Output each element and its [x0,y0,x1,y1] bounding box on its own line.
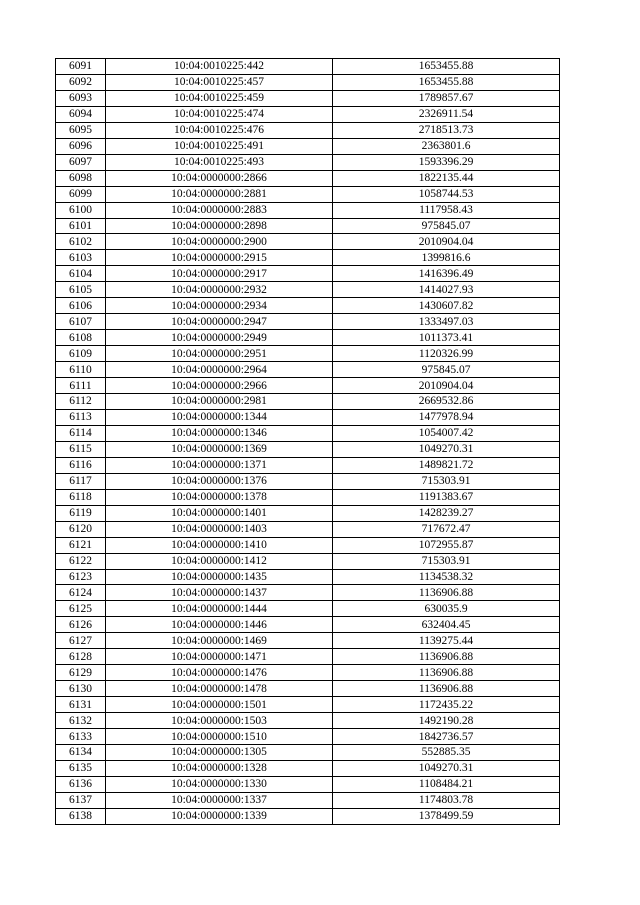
cadastral-number-cell: 10:04:0000000:1412 [106,553,333,569]
cadastral-number-cell: 10:04:0000000:2934 [106,298,333,314]
row-number-cell: 6128 [56,649,106,665]
cadastral-number-cell: 10:04:0010225:474 [106,106,333,122]
table-row [56,314,560,330]
cadastral-number-cell: 10:04:0000000:1401 [106,505,333,521]
table-row [56,74,560,90]
cadastral-number-cell: 10:04:0000000:1503 [106,713,333,729]
row-number-cell: 6138 [56,808,106,824]
table-row [56,186,560,202]
cadastral-number-cell: 10:04:0000000:1346 [106,425,333,441]
row-number-cell: 6126 [56,617,106,633]
row-number-cell: 6092 [56,74,106,90]
value-cell: 1653455.88 [333,74,560,90]
value-cell: 632404.45 [333,617,560,633]
cadastral-number-cell: 10:04:0000000:1501 [106,697,333,713]
value-cell: 1399816.6 [333,250,560,266]
row-number-cell: 6116 [56,457,106,473]
cadastral-number-cell: 10:04:0000000:2915 [106,250,333,266]
row-number-cell: 6132 [56,713,106,729]
row-number-cell: 6118 [56,489,106,505]
row-number-cell: 6094 [56,106,106,122]
table-row [56,744,560,760]
row-number-cell: 6127 [56,633,106,649]
row-number-cell: 6096 [56,138,106,154]
value-cell: 1822135.44 [333,170,560,186]
value-cell: 1136906.88 [333,681,560,697]
cadastral-number-cell: 10:04:0000000:1378 [106,489,333,505]
table-row [56,776,560,792]
value-cell: 2363801.6 [333,138,560,154]
row-number-cell: 6135 [56,760,106,776]
table-row [56,489,560,505]
cadastral-number-cell: 10:04:0010225:476 [106,122,333,138]
value-cell: 2010904.04 [333,378,560,394]
cadastral-number-cell: 10:04:0000000:1305 [106,744,333,760]
row-number-cell: 6106 [56,298,106,314]
value-cell: 1136906.88 [333,665,560,681]
table-row [56,266,560,282]
table-row [56,298,560,314]
table-row [56,457,560,473]
value-cell: 717672.47 [333,521,560,537]
cadastral-number-cell: 10:04:0000000:1337 [106,792,333,808]
table-row [56,425,560,441]
value-cell: 1414027.93 [333,282,560,298]
value-cell: 1058744.53 [333,186,560,202]
value-cell: 1789857.67 [333,90,560,106]
table-row [56,250,560,266]
row-number-cell: 6111 [56,378,106,394]
row-number-cell: 6117 [56,473,106,489]
cadastral-number-cell: 10:04:0010225:457 [106,74,333,90]
row-number-cell: 6101 [56,218,106,234]
row-number-cell: 6119 [56,505,106,521]
value-cell: 1174803.78 [333,792,560,808]
cadastral-number-cell: 10:04:0000000:2951 [106,346,333,362]
cadastral-number-cell: 10:04:0000000:1476 [106,665,333,681]
table-row [56,234,560,250]
table-row [56,441,560,457]
value-cell: 2010904.04 [333,234,560,250]
row-number-cell: 6095 [56,122,106,138]
row-number-cell: 6114 [56,425,106,441]
row-number-cell: 6093 [56,90,106,106]
cadastral-number-cell: 10:04:0000000:1435 [106,569,333,585]
value-cell: 1011373.41 [333,330,560,346]
cadastral-number-cell: 10:04:0000000:1328 [106,760,333,776]
value-cell: 2718513.73 [333,122,560,138]
table-row [56,601,560,617]
row-number-cell: 6099 [56,186,106,202]
table-row [56,729,560,745]
value-cell: 630035.9 [333,601,560,617]
row-number-cell: 6104 [56,266,106,282]
table-row [56,378,560,394]
value-cell: 1120326.99 [333,346,560,362]
table-row [56,569,560,585]
cadastral-number-cell: 10:04:0010225:459 [106,90,333,106]
value-cell: 1378499.59 [333,808,560,824]
table-row [56,394,560,410]
cadastral-number-cell: 10:04:0010225:442 [106,59,333,75]
table-row [56,282,560,298]
table-row [56,409,560,425]
cadastral-number-cell: 10:04:0000000:1376 [106,473,333,489]
value-cell: 975845.07 [333,218,560,234]
row-number-cell: 6115 [56,441,106,457]
cadastral-number-cell: 10:04:0000000:2898 [106,218,333,234]
value-cell: 1134538.32 [333,569,560,585]
table-row [56,170,560,186]
row-number-cell: 6108 [56,330,106,346]
row-number-cell: 6121 [56,537,106,553]
value-cell: 1593396.29 [333,154,560,170]
table-row [56,697,560,713]
cadastral-number-cell: 10:04:0000000:1444 [106,601,333,617]
table-row [56,585,560,601]
cadastral-number-cell: 10:04:0000000:1403 [106,521,333,537]
cadastral-number-cell: 10:04:0000000:2900 [106,234,333,250]
row-number-cell: 6112 [56,394,106,410]
table-row [56,553,560,569]
table-row [56,346,560,362]
table-row [56,713,560,729]
cadastral-number-cell: 10:04:0000000:1369 [106,441,333,457]
row-number-cell: 6125 [56,601,106,617]
cadastral-number-cell: 10:04:0000000:2866 [106,170,333,186]
table-row [56,202,560,218]
row-number-cell: 6122 [56,553,106,569]
table-row [56,649,560,665]
row-number-cell: 6129 [56,665,106,681]
row-number-cell: 6134 [56,744,106,760]
row-number-cell: 6136 [56,776,106,792]
table-row [56,792,560,808]
cadastral-number-cell: 10:04:0000000:1446 [106,617,333,633]
row-number-cell: 6107 [56,314,106,330]
row-number-cell: 6113 [56,409,106,425]
cadastral-number-cell: 10:04:0000000:1478 [106,681,333,697]
table-row [56,218,560,234]
cadastral-number-cell: 10:04:0000000:2932 [106,282,333,298]
table-row [56,681,560,697]
value-cell: 1430607.82 [333,298,560,314]
cadastral-number-cell: 10:04:0000000:2947 [106,314,333,330]
value-cell: 1072955.87 [333,537,560,553]
row-number-cell: 6102 [56,234,106,250]
row-number-cell: 6137 [56,792,106,808]
row-number-cell: 6133 [56,729,106,745]
cadastral-number-cell: 10:04:0000000:1469 [106,633,333,649]
table-row [56,505,560,521]
value-cell: 1049270.31 [333,760,560,776]
value-cell: 975845.07 [333,362,560,378]
cadastral-number-cell: 10:04:0000000:1510 [106,729,333,745]
data-table [55,58,560,825]
cadastral-number-cell: 10:04:0000000:2883 [106,202,333,218]
cadastral-number-cell: 10:04:0000000:2981 [106,394,333,410]
row-number-cell: 6130 [56,681,106,697]
value-cell: 1191383.67 [333,489,560,505]
row-number-cell: 6120 [56,521,106,537]
cadastral-number-cell: 10:04:0000000:2917 [106,266,333,282]
row-number-cell: 6105 [56,282,106,298]
value-cell: 1117958.43 [333,202,560,218]
table-row [56,633,560,649]
value-cell: 1416396.49 [333,266,560,282]
value-cell: 1489821.72 [333,457,560,473]
cadastral-number-cell: 10:04:0000000:1330 [106,776,333,792]
cadastral-number-cell: 10:04:0000000:1371 [106,457,333,473]
value-cell: 552885.35 [333,744,560,760]
value-cell: 715303.91 [333,553,560,569]
value-cell: 1136906.88 [333,649,560,665]
value-cell: 1333497.03 [333,314,560,330]
value-cell: 1136906.88 [333,585,560,601]
table-row [56,122,560,138]
row-number-cell: 6097 [56,154,106,170]
value-cell: 1477978.94 [333,409,560,425]
value-cell: 1653455.88 [333,59,560,75]
value-cell: 1054007.42 [333,425,560,441]
cadastral-number-cell: 10:04:0000000:2881 [106,186,333,202]
row-number-cell: 6109 [56,346,106,362]
table-row [56,473,560,489]
value-cell: 2669532.86 [333,394,560,410]
row-number-cell: 6091 [56,59,106,75]
value-cell: 1172435.22 [333,697,560,713]
value-cell: 715303.91 [333,473,560,489]
value-cell: 1492190.28 [333,713,560,729]
cadastral-number-cell: 10:04:0010225:491 [106,138,333,154]
table-row [56,362,560,378]
table-body [56,59,560,825]
table-row [56,617,560,633]
table-row [56,665,560,681]
row-number-cell: 6103 [56,250,106,266]
table-row [56,537,560,553]
value-cell: 1842736.57 [333,729,560,745]
value-cell: 1139275.44 [333,633,560,649]
value-cell: 1108484.21 [333,776,560,792]
cadastral-number-cell: 10:04:0000000:2964 [106,362,333,378]
row-number-cell: 6123 [56,569,106,585]
cadastral-number-cell: 10:04:0000000:2949 [106,330,333,346]
row-number-cell: 6131 [56,697,106,713]
table-row [56,521,560,537]
cadastral-number-cell: 10:04:0000000:1339 [106,808,333,824]
cadastral-number-cell: 10:04:0000000:1344 [106,409,333,425]
value-cell: 2326911.54 [333,106,560,122]
table-row [56,808,560,824]
row-number-cell: 6124 [56,585,106,601]
cadastral-number-cell: 10:04:0000000:1410 [106,537,333,553]
row-number-cell: 6110 [56,362,106,378]
table-row [56,90,560,106]
value-cell: 1428239.27 [333,505,560,521]
table-row [56,59,560,75]
cadastral-number-cell: 10:04:0010225:493 [106,154,333,170]
table-row [56,760,560,776]
table-row [56,154,560,170]
cadastral-number-cell: 10:04:0000000:1471 [106,649,333,665]
table-row [56,106,560,122]
cadastral-number-cell: 10:04:0000000:1437 [106,585,333,601]
cadastral-number-cell: 10:04:0000000:2966 [106,378,333,394]
row-number-cell: 6100 [56,202,106,218]
table-row [56,330,560,346]
value-cell: 1049270.31 [333,441,560,457]
row-number-cell: 6098 [56,170,106,186]
table-row [56,138,560,154]
